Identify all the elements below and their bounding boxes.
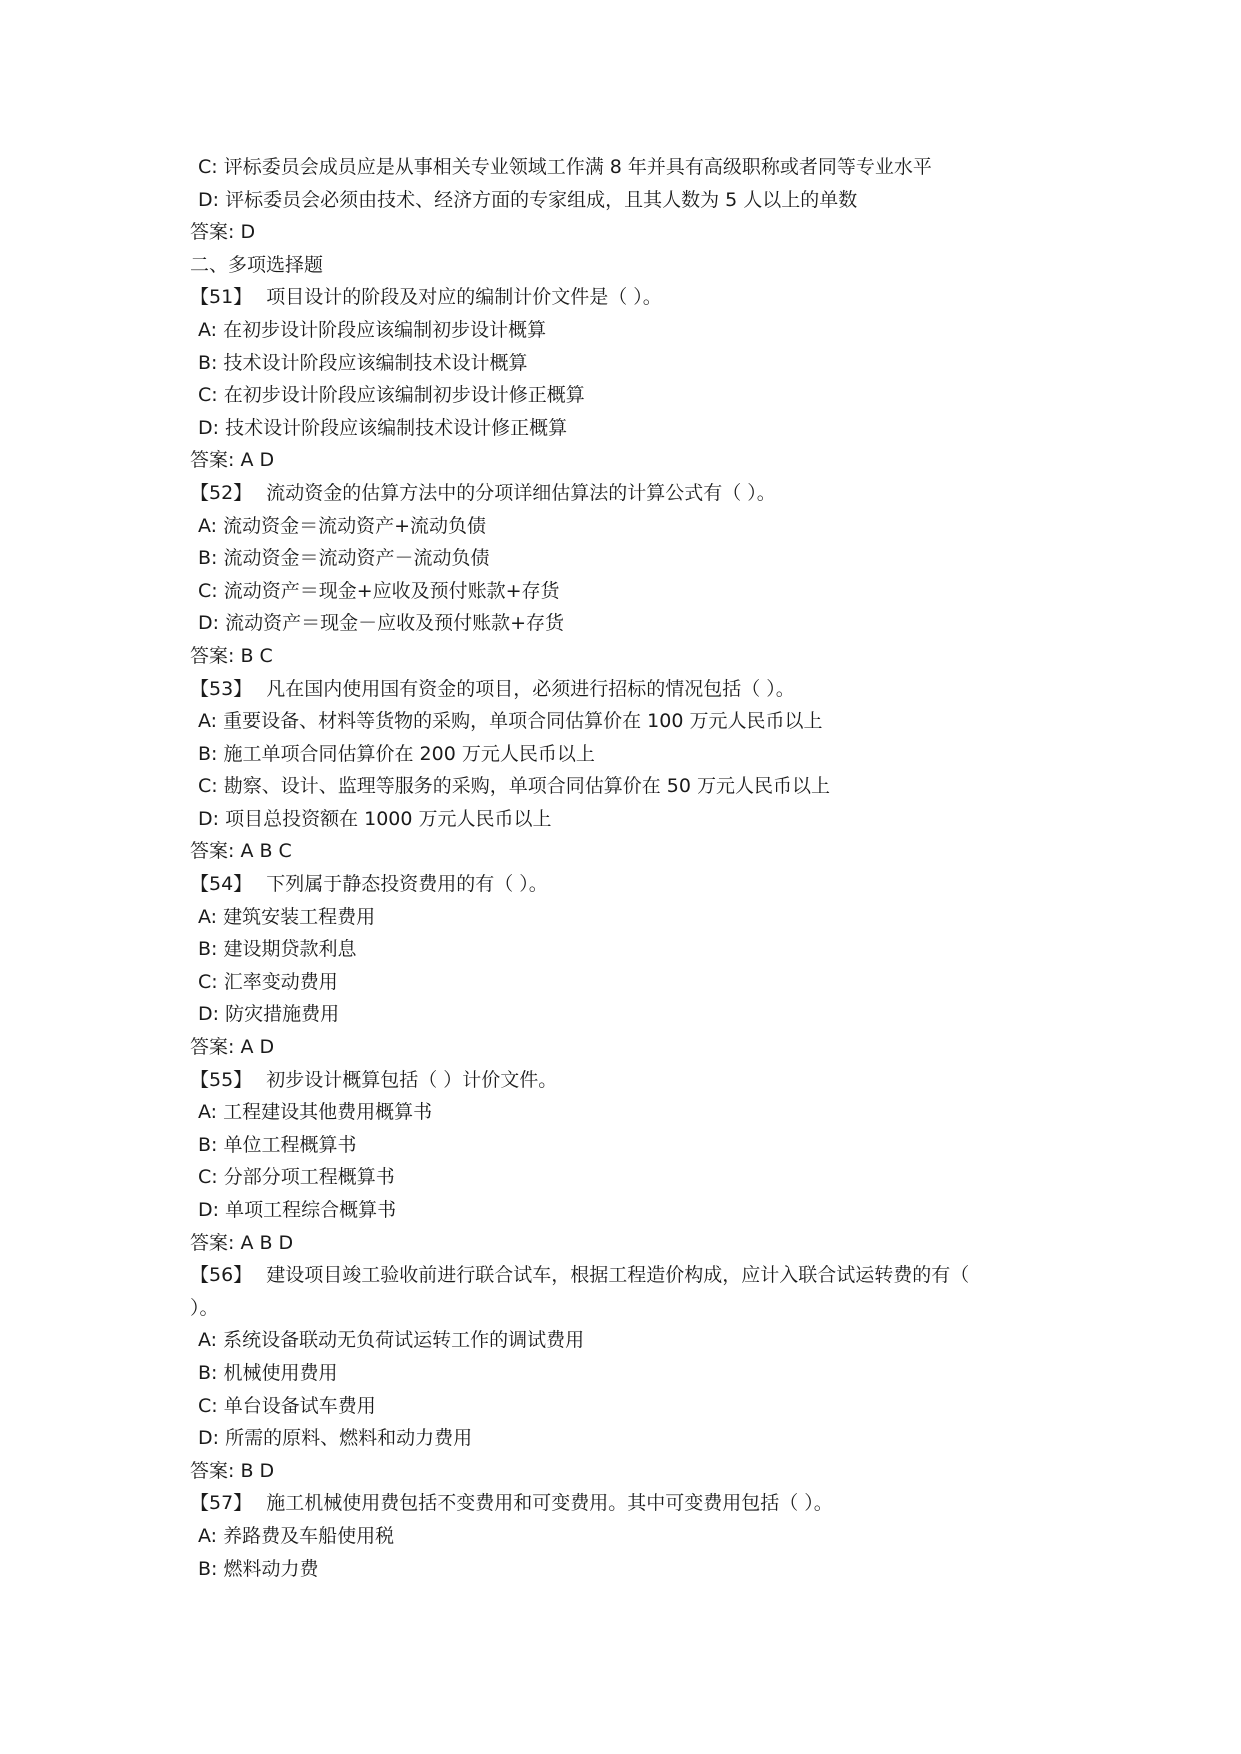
option-line: B: 机械使用费用 [198, 1361, 338, 1384]
question-number: 【51】 [190, 286, 253, 309]
option-line: C: 在初步设计阶段应该编制初步设计修正概算 [198, 384, 585, 407]
option-line: C: 勘察、设计、监理等服务的采购，单项合同估算价在 50 万元人民币以上 [198, 775, 830, 798]
question-stem [190, 1064, 1070, 1097]
option-line: B: 建设期贷款利息 [198, 938, 357, 961]
question-stem [190, 477, 1070, 510]
answer-line: 答案: A D [190, 449, 275, 472]
answer-line: 答案: A B D [190, 1231, 294, 1254]
question-stem [190, 1487, 1070, 1520]
option-line: D: 防灾措施费用 [198, 1003, 340, 1026]
option-line: B: 施工单项合同估算价在 200 万元人民币以上 [198, 742, 595, 765]
question-stem [190, 673, 1070, 706]
question-text: 下列属于静态投资费用的有（ ）。 [266, 873, 548, 896]
question-text: 流动资金的估算方法中的分项详细估算法的计算公式有（ ）。 [266, 481, 776, 504]
question-number: 【52】 [190, 481, 253, 504]
option-line: C: 评标委员会成员应是从事相关专业领域工作满 8 年并具有高级职称或者同等专业水平 [198, 156, 932, 178]
option-line: B: 燃料动力费 [198, 1557, 319, 1580]
option-line: D: 项目总投资额在 1000 万元人民币以上 [198, 807, 552, 830]
question-number: 【55】 [190, 1068, 253, 1091]
question-text: 建设项目竣工验收前进行联合试车，根据工程造价构成，应计入联合试运转费的有（ ）。 [190, 1264, 970, 1319]
option-line: D: 技术设计阶段应该编制技术设计修正概算 [198, 416, 568, 439]
answer-line: 答案: A B C [190, 840, 292, 863]
answer-line: 答案: A D [190, 1036, 275, 1059]
option-line: B: 单位工程概算书 [198, 1133, 357, 1156]
option-line: C: 流动资产＝现金+应收及预付账款+存货 [198, 579, 560, 602]
question-text: 施工机械使用费包括不变费用和可变费用。其中可变费用包括（ ）。 [266, 1492, 833, 1515]
question-stem [190, 1259, 980, 1324]
question-number: 【57】 [190, 1492, 253, 1515]
option-line: D: 流动资产＝现金－应收及预付账款+存货 [198, 612, 564, 635]
section-heading: 二、多项选择题 [190, 253, 324, 276]
option-line: A: 在初步设计阶段应该编制初步设计概算 [198, 318, 547, 341]
question-stem [190, 281, 1070, 314]
option-line: A: 系统设备联动无负荷试运转工作的调试费用 [198, 1329, 585, 1352]
answer-line: 答案: D [190, 221, 256, 244]
question-number: 【53】 [190, 677, 253, 700]
answer-line: 答案: B C [190, 644, 273, 667]
option-line: C: 汇率变动费用 [198, 970, 338, 993]
option-line: D: 所需的原料、燃料和动力费用 [198, 1427, 473, 1450]
option-line: D: 评标委员会必须由技术、经济方面的专家组成，且其人数为 5 人以上的单数 [198, 188, 858, 211]
option-line: B: 流动资金＝流动资产－流动负债 [198, 547, 490, 570]
question-number: 【54】 [190, 873, 253, 896]
question-number: 【56】 [190, 1264, 253, 1287]
option-line: C: 分部分项工程概算书 [198, 1166, 395, 1189]
question-text: 项目设计的阶段及对应的编制计价文件是（ ）。 [266, 286, 662, 309]
option-line: A: 重要设备、材料等货物的采购，单项合同估算价在 100 万元人民币以上 [198, 710, 823, 733]
option-line: C: 单台设备试车费用 [198, 1394, 376, 1417]
option-line: A: 建筑安装工程费用 [198, 905, 376, 928]
option-line: A: 工程建设其他费用概算书 [198, 1101, 433, 1124]
option-line: B: 技术设计阶段应该编制技术设计概算 [198, 351, 528, 374]
question-stem [190, 868, 1070, 901]
answer-line: 答案: B D [190, 1459, 275, 1482]
question-text: 凡在国内使用国有资金的项目，必须进行招标的情况包括（ ）。 [266, 677, 795, 700]
question-text: 初步设计概算包括（ ）计价文件。 [266, 1068, 558, 1091]
option-line: A: 养路费及车船使用税 [198, 1524, 395, 1547]
option-line: D: 单项工程综合概算书 [198, 1199, 397, 1221]
document-body [190, 151, 1070, 1585]
option-line: A: 流动资金＝流动资产+流动负债 [198, 514, 487, 537]
